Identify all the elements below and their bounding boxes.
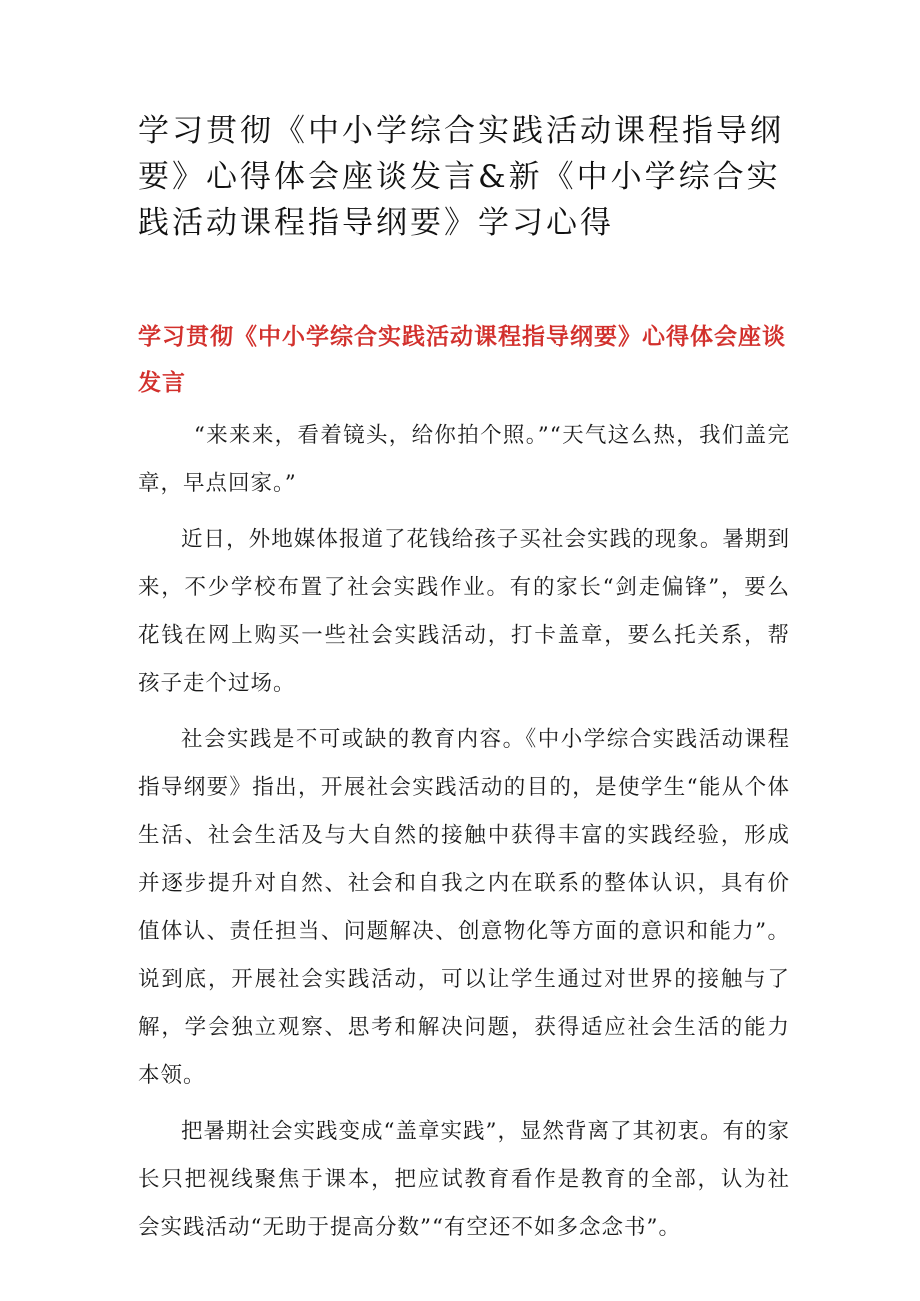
body-paragraph-4: 把暑期社会实践变成“盖章实践”，显然背离了其初衷。有的家长只把视线聚焦于课本，把应试教育看作是教育的全部，认为社会实践活动“无助于提高分数”“有空还不如多念念书”。 xyxy=(138,1119,790,1240)
document-title: 学习贯彻《中小学综合实践活动课程指导纲要》心得体会座谈发言&新《中小学综合实践活动课程指导纲要》学习心得 xyxy=(138,113,784,241)
body-paragraph-3: 社会实践是不可或缺的教育内容。《中小学综合实践活动课程指导纲要》指出，开展社会实践活动的目的，是使学生“能从个体生活、社会生活及与大自然的接触中获得丰富的实践经验，形成并逐步提升对自然、社会和自我之内在联系的整体认识，具有价值体认、责任担当、问题解决、创意物化等方面的意识和能力”。说到底，开展社会实践活动，可以让学生通过对世界的接触与了解，学会独立观察、思考和解决问题，获得适应社会生活的能力本领。 xyxy=(138,727,790,1088)
body-paragraph-2: 近日，外地媒体报道了花钱给孩子买社会实践的现象。暑期到来，不少学校布置了社会实践作业。有的家长“剑走偏锋”，要么花钱在网上购买一些社会实践活动，打卡盖章，要么托关系，帮孩子走个过场。 xyxy=(138,527,790,696)
section-heading: 学习贯彻《中小学综合实践活动课程指导纲要》心得体会座谈发言 xyxy=(138,323,786,396)
body-paragraph-1: “来来来，看着镜头，给你拍个照。”“天气这么热，我们盖完章，早点回家。” xyxy=(138,423,790,496)
